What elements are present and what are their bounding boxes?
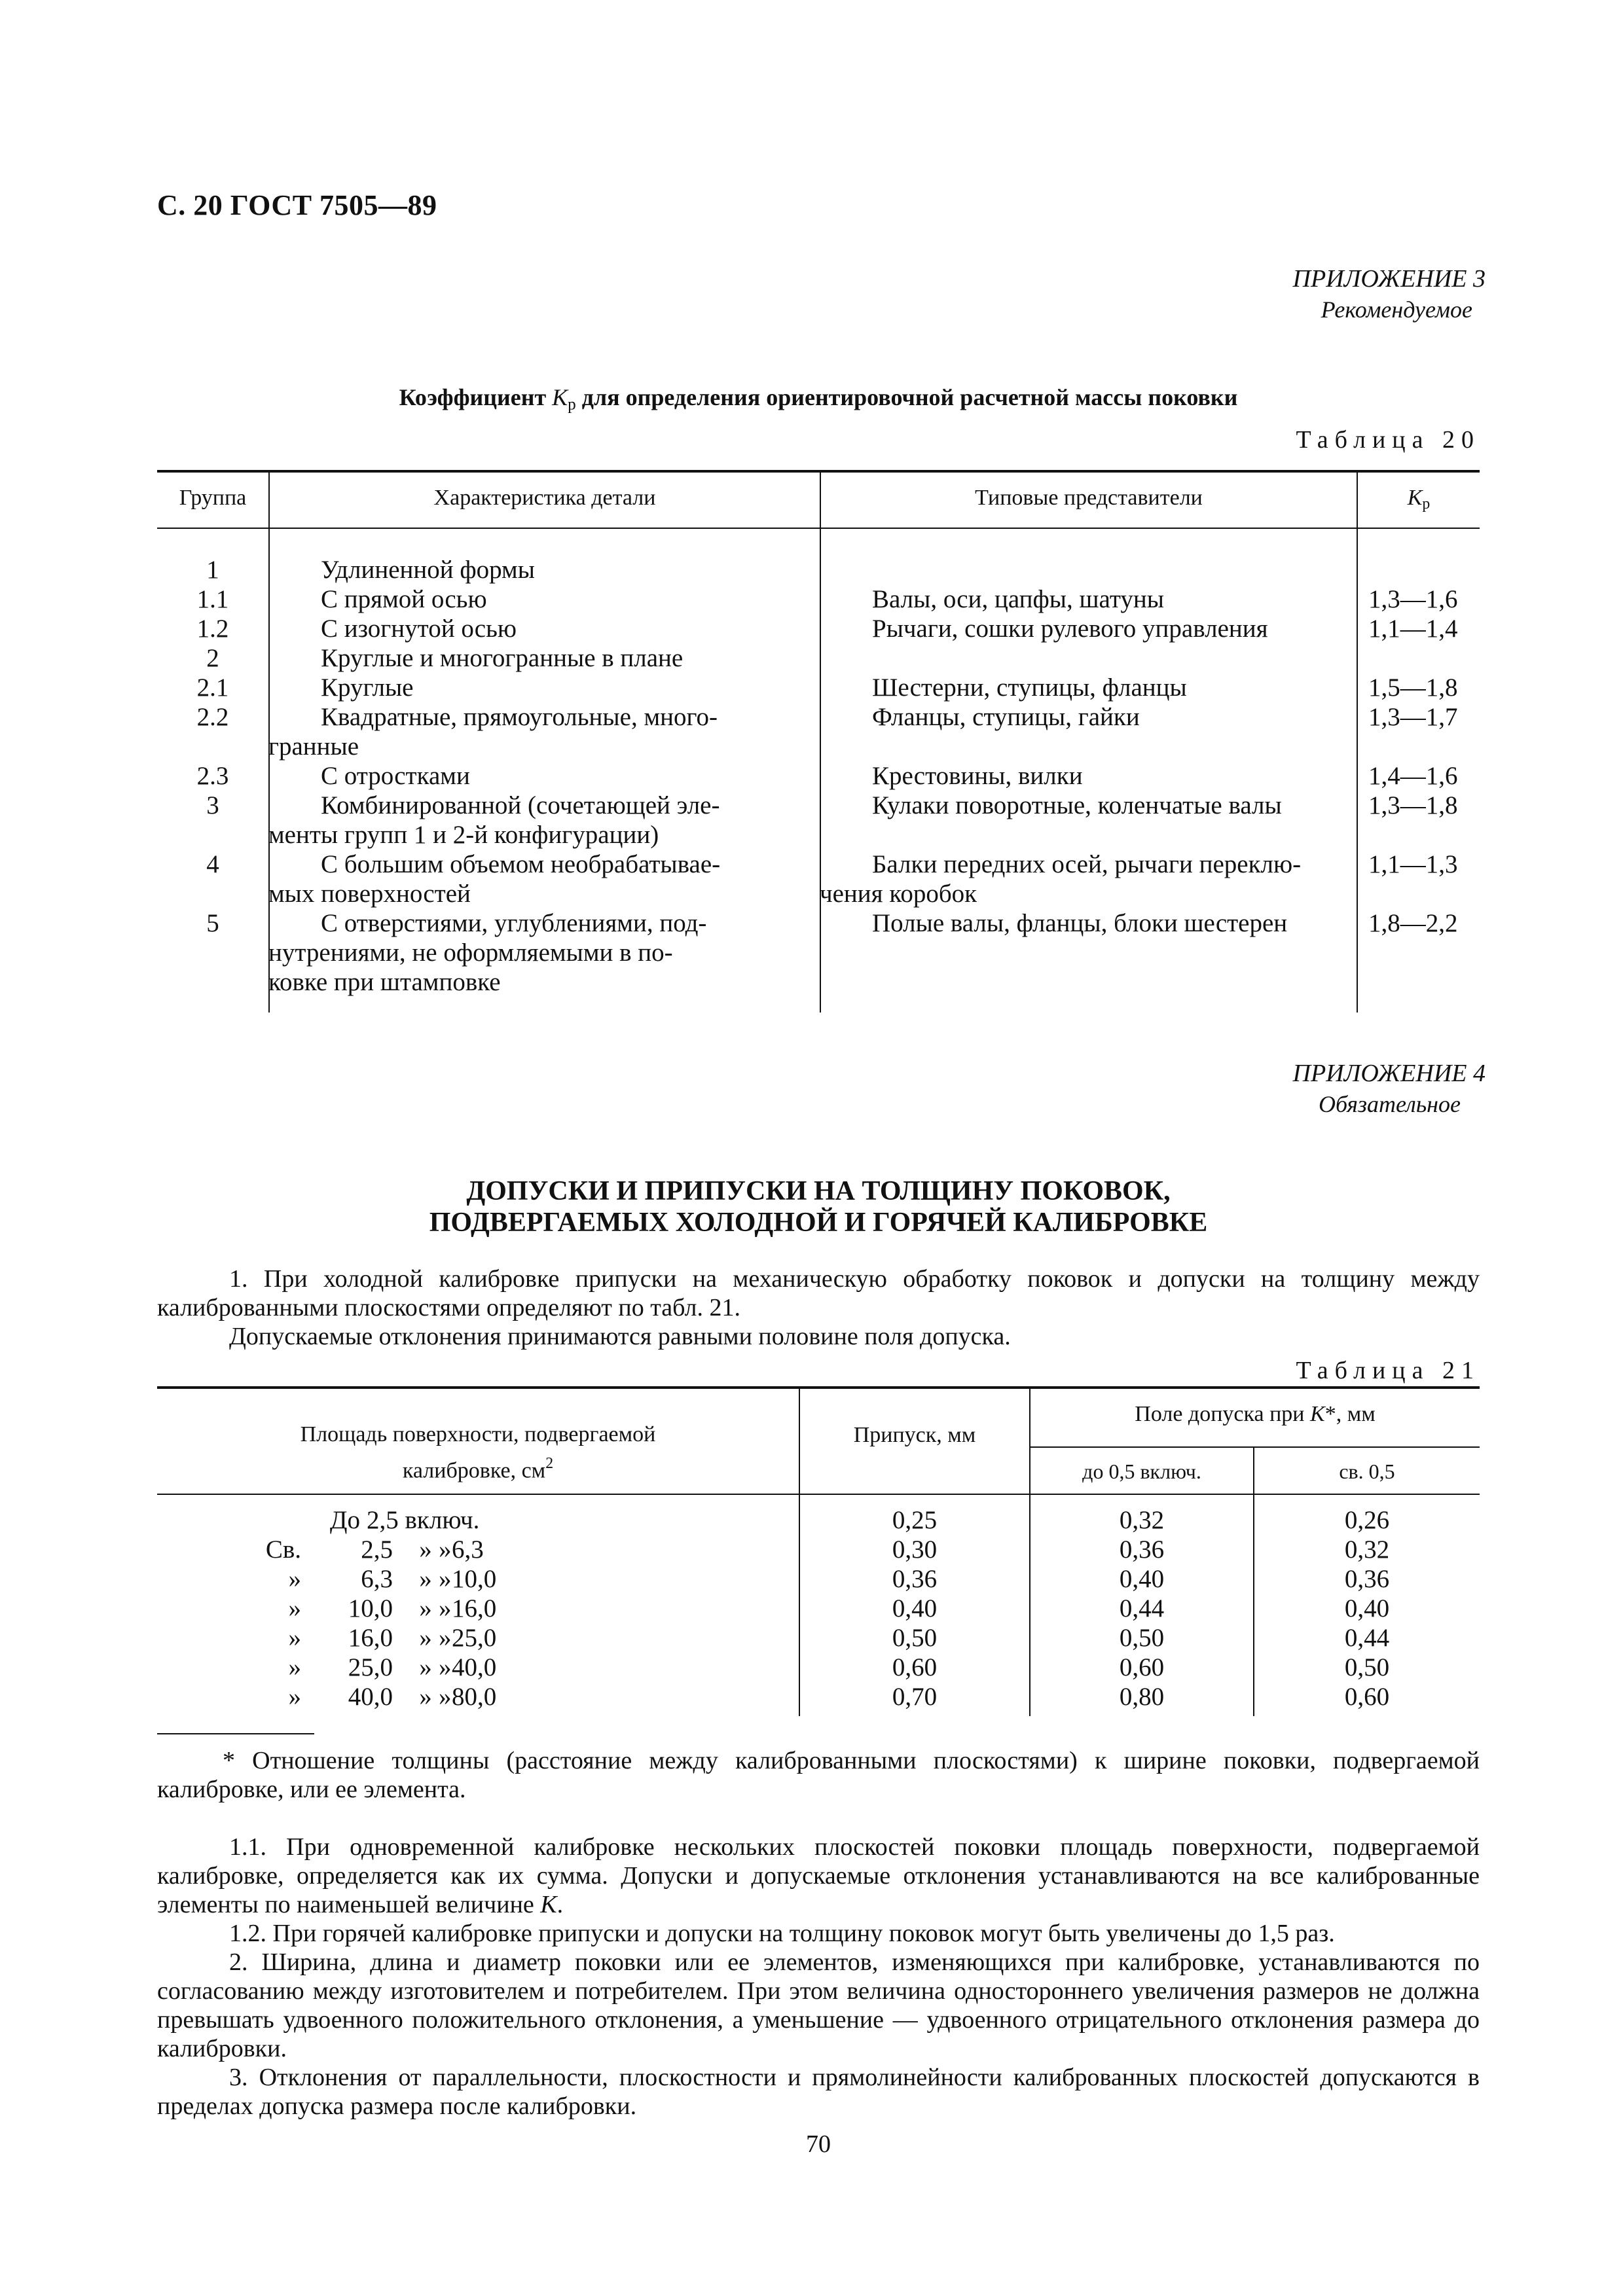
table-20-cell-k: 1,3—1,7 — [1368, 703, 1458, 731]
table-21-cell-a: 0,50 — [1119, 1624, 1165, 1652]
appendix-4-title: ПРИЛОЖЕНИЕ 4 — [1292, 1060, 1486, 1087]
table-21-cell-a: 0,40 — [1119, 1565, 1165, 1593]
table-20-cell-char: Квадратные, прямоугольные, много- — [321, 703, 718, 731]
table-20-cell-char: С отростками — [321, 762, 470, 790]
paragraph-1b: Допускаемые отклонения принимаются равными половине поля допуска. — [229, 1323, 1011, 1350]
table-21-cell-a: 0,32 — [1119, 1506, 1165, 1534]
table-21-cell-pfx: » — [288, 1594, 301, 1623]
table-21-cell-from: 2,5 — [361, 1535, 393, 1564]
table-21-header-tolerance-a: до 0,5 включ. — [1082, 1460, 1201, 1483]
table-20-cell-k: 1,1—1,3 — [1368, 850, 1458, 878]
table-21-cell-from: 16,0 — [348, 1624, 393, 1652]
page-number: 70 — [806, 2130, 831, 2158]
table-21-cell-a: 0,60 — [1119, 1653, 1165, 1681]
table-20-cell-char: мых поверхностей — [268, 880, 471, 908]
table-20-header-characteristic: Характеристика детали — [433, 486, 656, 510]
table-20-cell-group: 1 — [206, 556, 219, 584]
table-21-cell-to: 2,5 включ. — [367, 1506, 480, 1534]
table-20-cell-group: 1.2 — [196, 615, 229, 643]
table-20-cell-char: С изогнутой осью — [321, 615, 517, 643]
table-20-cell-group: 2.1 — [196, 673, 229, 702]
footnote-rule — [157, 1733, 314, 1734]
table-20-cell-k: 1,3—1,8 — [1368, 791, 1458, 819]
appendix-4-status: Обязательное — [1319, 1091, 1461, 1117]
table-21-cell-b: 0,50 — [1344, 1653, 1390, 1681]
paragraph-3: 3. Отклонения от параллельности, плоскостности и прямолинейности калиброванных плоскостей допускаются в пределах допуска размера после калибровки. — [157, 2064, 1480, 2120]
table-21-cell-end: » — [439, 1594, 452, 1623]
table-21-cell-sep: » — [419, 1535, 432, 1564]
table-20-cell-char: Комбинированной (сочетающей эле- — [321, 791, 720, 819]
table-20-cell-rep: Валы, оси, цапфы, шатуны — [872, 585, 1164, 613]
table-20-header-k: $K_р$ — [1407, 486, 1431, 512]
table-21-cell-b: 0,36 — [1344, 1565, 1390, 1593]
table-20-header-representatives: Типовые представители — [975, 486, 1203, 510]
table-21-top-rule — [157, 1386, 1480, 1389]
appendix-3-status: Рекомендуемое — [1321, 296, 1472, 323]
table-21-cell-b: 0,40 — [1344, 1594, 1390, 1623]
table-21-cell-sep: » — [419, 1624, 432, 1652]
table-21-cell-pfx: Св. — [265, 1535, 301, 1564]
table-21-cell-b: 0,44 — [1344, 1624, 1390, 1652]
table-21-cell-b: 0,60 — [1344, 1683, 1390, 1711]
section-title-line: ПОДВЕРГАЕМЫХ ХОЛОДНОЙ И ГОРЯЧЕЙ КАЛИБРОВКЕ — [429, 1208, 1208, 1238]
paragraph-1: 1. При холодной калибровке припуски на механическую обработку поковок и допуски на толщину между калиброванными плоскостями определяют по табл. 21. — [157, 1265, 1480, 1321]
paragraph-1-1: 1.1. При одновременной калибровке нескольких плоскостей поковки площадь поверхности, подвергаемой калибровке, определяется как их сумма. Допуски и допускаемые отклонения устанавливаются на все калиброванные элементы по наименьшей величине K. — [157, 1833, 1480, 1918]
table-21-cell-a: 0,36 — [1119, 1535, 1165, 1564]
table-21-cell-to: 16,0 — [452, 1594, 497, 1623]
table-20-cell-char: С отверстиями, углублениями, под- — [321, 909, 707, 937]
table-21-header-tolerance: Поле допуска при K*, мм — [1135, 1402, 1376, 1426]
paragraph-2: 2. Ширина, длина и диаметр поковки или ее элементов, изменяющихся при калибровке, устанавливаются по согласованию между изготовителем и потребителем. При этом величина одностороннего увеличения размеров не должна превышать удвоенного положительного отклонения, а уменьшение — удвоенного отрицательного отклонения размера до калибровки. — [157, 1948, 1480, 2062]
table-20-cell-char: ковке при штамповке — [268, 968, 501, 996]
table-20-col-divider — [820, 473, 821, 1013]
section-title — [157, 1175, 1480, 1238]
table-20-cell-rep: Полые валы, фланцы, блоки шестерен — [872, 909, 1288, 937]
table-20-cell-k: 1,5—1,8 — [1368, 673, 1458, 702]
page-header: С. 20 ГОСТ 7505—89 — [157, 189, 437, 221]
table-21-header-rule — [157, 1494, 1480, 1495]
table-20-cell-rep: Балки передних осей, рычаги переклю- — [872, 850, 1302, 878]
appendix-3-title: ПРИЛОЖЕНИЕ 3 — [1292, 265, 1486, 293]
table-20-cell-group: 2.3 — [196, 762, 229, 790]
table-21-cell-to: 25,0 — [452, 1624, 497, 1652]
table-20-number: Таблица 20 — [1296, 426, 1480, 454]
table-21-cell-pfx: » — [288, 1683, 301, 1711]
table-20-cell-group: 1.1 — [196, 585, 229, 613]
table-21-cell-from: 25,0 — [348, 1653, 393, 1681]
table-21-cell-end: » — [439, 1683, 452, 1711]
table-20-cell-char: С большим объемом необрабатывае- — [321, 850, 721, 878]
table-20-cell-char: С прямой осью — [321, 585, 487, 613]
table-20-cell-rep: Шестерни, ступицы, фланцы — [872, 673, 1187, 702]
footnote: * Отношение толщины (расстояние между калиброванными плоскостями) к ширине поковки, подвергаемой калибровке, или ее элемента. — [157, 1747, 1480, 1803]
table-20-cell-char: нутрениями, не оформляемыми в по- — [268, 939, 673, 967]
table-21-cell-end: » — [439, 1624, 452, 1652]
table-20-cell-k: 1,8—2,2 — [1368, 909, 1458, 937]
table-21-cell-sep: » — [419, 1594, 432, 1623]
table-20-header-rule — [157, 528, 1480, 529]
table-20-cell-group: 2.2 — [196, 703, 229, 731]
table-21-cell-from: 6,3 — [361, 1565, 393, 1593]
table-21-cell-sep: » — [419, 1683, 432, 1711]
table-21-cell-allow: 0,30 — [892, 1535, 938, 1564]
table-21-cell-allow: 0,70 — [892, 1683, 938, 1711]
table-20-cell-k: 1,1—1,4 — [1368, 615, 1458, 643]
table-21-cell-to: 80,0 — [452, 1683, 497, 1711]
table-21-cell-pfx: » — [288, 1653, 301, 1681]
table-21-cell-sep: » — [419, 1565, 432, 1593]
table-21-number: Таблица 21 — [1296, 1357, 1480, 1384]
table-21-header-tolerance-b: св. 0,5 — [1339, 1460, 1395, 1483]
table-20-header-group: Группа — [179, 486, 247, 510]
table-20-col-divider — [1357, 473, 1358, 1013]
table-20-cell-group: 3 — [206, 791, 219, 819]
table-21-cell-a: 0,80 — [1119, 1683, 1165, 1711]
table-20-cell-group: 2 — [206, 644, 219, 672]
table-21-cell-end: » — [439, 1535, 452, 1564]
table-20-cell-rep: Кулаки поворотные, коленчатые валы — [872, 791, 1282, 819]
table-21-cell-pfx: » — [288, 1624, 301, 1652]
table-20-cell-char: менты групп 1 и 2-й конфигурации) — [268, 821, 659, 849]
table-21-cell-end: » — [439, 1565, 452, 1593]
table-21-cell-end: » — [439, 1653, 452, 1681]
table-21-cell-sep: » — [419, 1653, 432, 1681]
table-20-cell-rep: Фланцы, ступицы, гайки — [872, 703, 1140, 731]
table-21-cell-allow: 0,50 — [892, 1624, 938, 1652]
table-20-cell-rep: Рычаги, сошки рулевого управления — [872, 615, 1268, 643]
table-21-cell-from: 10,0 — [348, 1594, 393, 1623]
table-20-top-rule — [157, 470, 1480, 473]
table-20-cell-char: Круглые и многогранные в плане — [321, 644, 684, 672]
table-21-cell-pfx: » — [288, 1565, 301, 1593]
table-21-cell-to: 10,0 — [452, 1565, 497, 1593]
table-21-header-allowance: Припуск, мм — [853, 1423, 976, 1447]
paragraph-1-2: 1.2. При горячей калибровке припуски и допуски на толщину поковок могут быть увеличены до 1,5 раз. — [229, 1920, 1335, 1947]
table-20-cell-k: 1,4—1,6 — [1368, 762, 1458, 790]
table-20-cell-k: 1,3—1,6 — [1368, 585, 1458, 613]
table-21-header-area: Площадь поверхности, подвергаемой калибровке, $см^2$ — [300, 1422, 656, 1483]
table-20-cell-group: 4 — [206, 850, 219, 878]
table-21-cell-from: До — [329, 1506, 360, 1534]
table-21-cell-to: 6,3 — [452, 1535, 484, 1564]
table-21-cell-allow: 0,25 — [892, 1506, 938, 1534]
table-20-cell-char: гранные — [268, 732, 359, 761]
table-20-cell-rep: чения коробок — [820, 880, 977, 908]
table-21-cell-b: 0,26 — [1344, 1506, 1390, 1534]
table-21-cell-b: 0,32 — [1344, 1535, 1390, 1564]
table-21-sub-rule — [1029, 1446, 1480, 1448]
table-21-cell-a: 0,44 — [1119, 1594, 1165, 1623]
table-20-cell-rep: Крестовины, вилки — [872, 762, 1083, 790]
table-21-cell-from: 40,0 — [348, 1683, 393, 1711]
section-title-line: ДОПУСКИ И ПРИПУСКИ НА ТОЛЩИНУ ПОКОВОК, — [466, 1176, 1171, 1206]
table-21-cell-allow: 0,60 — [892, 1653, 938, 1681]
table-20-caption: Коэффициент $K_р$ для определения ориентировочной расчетной массы поковки — [399, 384, 1238, 414]
table-20-cell-char: Удлиненной формы — [321, 556, 535, 584]
table-21-cell-allow: 0,36 — [892, 1565, 938, 1593]
table-21-cell-to: 40,0 — [452, 1653, 497, 1681]
table-20-cell-char: Круглые — [321, 673, 414, 702]
table-20-cell-group: 5 — [206, 909, 219, 937]
table-21-cell-allow: 0,40 — [892, 1594, 938, 1623]
